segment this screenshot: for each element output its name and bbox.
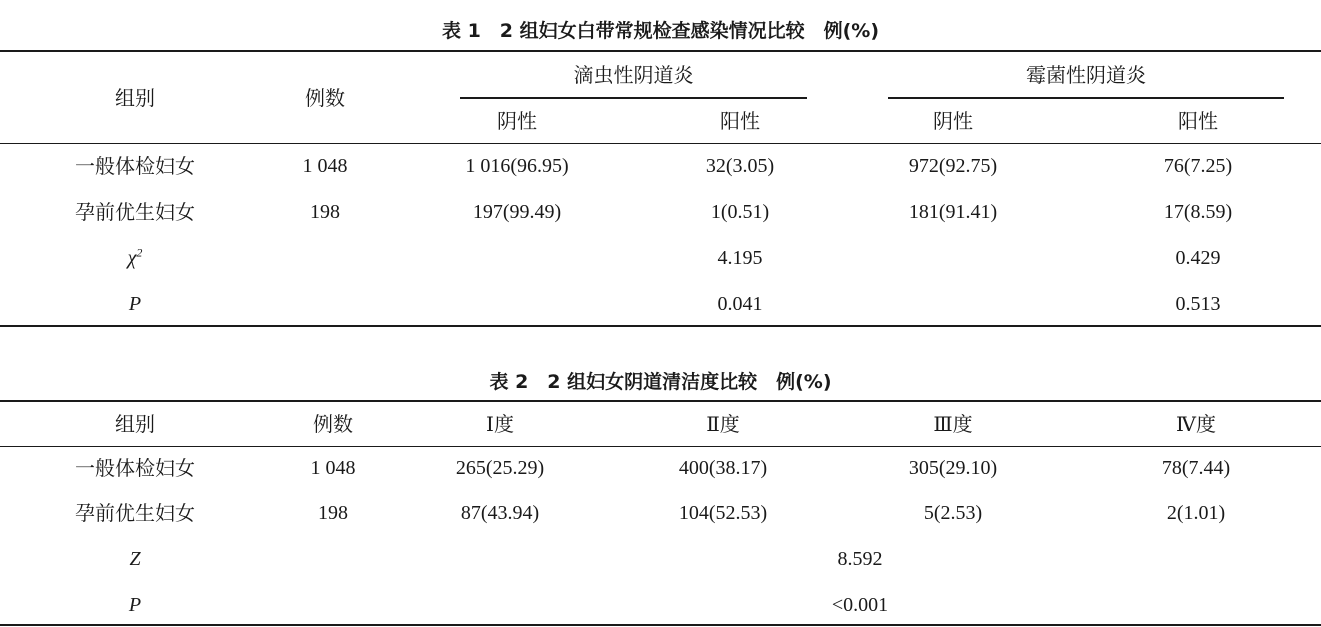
- table2-header-degree2: Ⅱ度: [706, 412, 740, 436]
- table2-header-rule: [0, 446, 1321, 447]
- table1-top-rule: [0, 50, 1321, 52]
- table1-p-fungal: 0.513: [1175, 293, 1221, 315]
- table1-row2-trich-pos: 1(0.51): [710, 201, 770, 223]
- table1-row2-trich-neg: 197(99.49): [472, 201, 562, 223]
- table2-p-label: P: [128, 594, 142, 616]
- table1-header-trich: 滴虫性阴道炎: [573, 63, 694, 87]
- table1-row1-trich-neg: 1 016(96.95): [465, 155, 569, 177]
- table2-row1-degree2: 400(38.17): [678, 457, 768, 479]
- table1-row2-count: 198: [310, 201, 340, 223]
- table2-bottom-rule: [0, 624, 1321, 626]
- table2-row2-degree3: 5(2.53): [923, 502, 983, 524]
- table2-p-value: <0.001: [831, 594, 889, 616]
- table1-header-trich-pos: 阳性: [720, 109, 760, 133]
- table2-header-count: 例数: [313, 412, 353, 436]
- table2-header-degree4: Ⅳ度: [1176, 412, 1216, 436]
- table2-header-degree3: Ⅲ度: [933, 412, 973, 436]
- table1-p-label: P: [128, 293, 142, 315]
- table2-row2-count: 198: [318, 502, 348, 524]
- table1-header-fungal: 霉菌性阴道炎: [1026, 63, 1146, 87]
- table2-row1-degree1: 265(25.29): [455, 457, 545, 479]
- table1-trich-span-rule: [460, 97, 807, 99]
- table2-top-rule: [0, 400, 1321, 402]
- table1-row2-group: 孕前优生妇女: [75, 200, 195, 224]
- table1-p-trich: 0.041: [717, 293, 763, 315]
- table1-bottom-rule: [0, 325, 1321, 327]
- table1-chi-fungal: 0.429: [1175, 247, 1221, 269]
- table2-row2-degree1: 87(43.94): [460, 502, 540, 524]
- table2-row2-group: 孕前优生妇女: [75, 501, 195, 525]
- table1-chi-label: [35, 245, 235, 271]
- table1-header-rule: [0, 143, 1321, 144]
- table1-caption: 表 1 2 组妇女白带常规检查感染情况比较 例(%): [441, 20, 880, 42]
- table1-row2-fungal-neg: 181(91.41): [908, 201, 998, 223]
- table1-row1-trich-pos: 32(3.05): [705, 155, 775, 177]
- table1-header-group: 组别: [115, 86, 155, 110]
- table2-z-label: Z: [129, 548, 141, 570]
- table1-header-fungal-pos: 阳性: [1178, 109, 1218, 133]
- table1-row2-fungal-pos: 17(8.59): [1163, 201, 1233, 223]
- table1-row1-count: 1 048: [302, 155, 348, 177]
- table2-row2-degree2: 104(52.53): [678, 502, 768, 524]
- table1-row1-fungal-neg: 972(92.75): [908, 155, 998, 177]
- table1-chi-trich: 4.195: [717, 247, 763, 269]
- table1-chi-symbol: χ: [127, 247, 137, 269]
- table1-fungal-span-rule: [888, 97, 1284, 99]
- table2-row1-count: 1 048: [310, 457, 356, 479]
- table2-row1-degree3: 305(29.10): [908, 457, 998, 479]
- table1-row1-fungal-pos: 76(7.25): [1163, 155, 1233, 177]
- table2-header-degree1: Ⅰ度: [486, 412, 514, 436]
- table1-chi-superscript: 2: [136, 245, 143, 260]
- table2-header-group: 组别: [115, 412, 155, 436]
- table2-row1-group: 一般体检妇女: [75, 456, 195, 480]
- table1-header-trich-neg: 阴性: [497, 109, 537, 133]
- table1-row1-group: 一般体检妇女: [75, 154, 195, 178]
- table1-header-fungal-neg: 阴性: [933, 109, 973, 133]
- table2-row1-degree4: 78(7.44): [1161, 457, 1231, 479]
- table2-caption: 表 2 2 组妇女阴道清洁度比较 例(%): [489, 371, 832, 393]
- table1-header-count: 例数: [305, 86, 345, 110]
- table2-row2-degree4: 2(1.01): [1166, 502, 1226, 524]
- table2-z-value: 8.592: [837, 548, 883, 570]
